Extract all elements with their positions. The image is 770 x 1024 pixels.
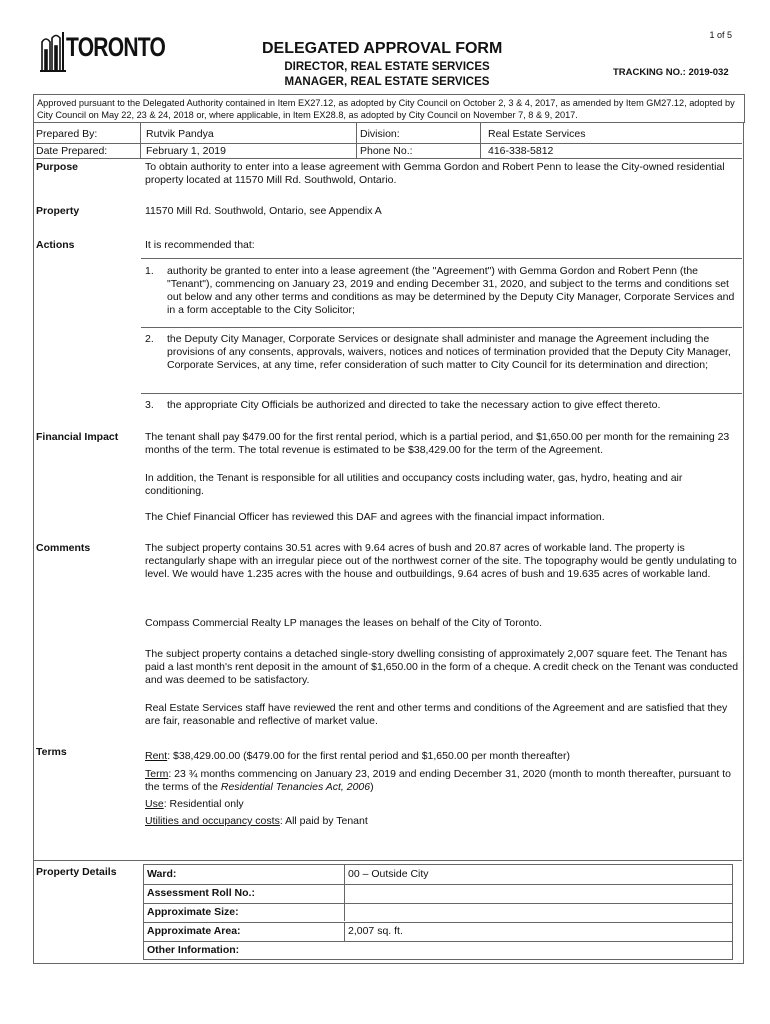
prepared-by-label: Prepared By: xyxy=(36,128,98,140)
action-number: 1. xyxy=(145,265,154,277)
table-row xyxy=(144,884,732,904)
term-term xyxy=(145,768,742,794)
date-label: Date Prepared: xyxy=(36,145,108,157)
comments-text-4: Real Estate Services staff have reviewed the rent and other terms and conditions of the Agreement and are satisfied that they are fair, reasonable and reflective of market value. xyxy=(145,702,728,727)
subtitle-line-2: MANAGER, REAL ESTATE SERVICES xyxy=(284,76,490,88)
phone-value: 416-338-5812 xyxy=(488,145,554,157)
page-number: 1 of 5 xyxy=(709,30,732,40)
table-row xyxy=(144,941,732,960)
utilities-value: : All paid by Tenant xyxy=(279,815,368,827)
use-value: : Residential only xyxy=(163,798,244,810)
terms-label: Terms xyxy=(36,746,67,758)
phone-label: Phone No.: xyxy=(360,145,413,157)
subtitle-line-1: DIRECTOR, REAL ESTATE SERVICES xyxy=(284,61,490,73)
divider xyxy=(141,327,742,328)
table-row xyxy=(144,903,732,923)
area-label: Approximate Area: xyxy=(147,925,241,937)
use-label: Use xyxy=(145,798,164,810)
form-title: DELEGATED APPROVAL FORM xyxy=(262,40,503,57)
roll-label: Assessment Roll No.: xyxy=(147,887,255,899)
property-details-label: Property Details xyxy=(36,866,117,878)
divider xyxy=(480,122,481,159)
table-row xyxy=(144,865,732,885)
rent-value: : $38,429.00.00 ($479.00 for the first rental period and $1,650.00 per month thereafter) xyxy=(167,750,570,762)
action-number: 3. xyxy=(145,399,154,411)
term-act: Residential Tenancies Act, 2006 xyxy=(220,781,371,793)
tracking-number: TRACKING NO.: 2019-032 xyxy=(613,67,729,78)
comments-label: Comments xyxy=(36,542,91,554)
property-details-table xyxy=(143,864,733,960)
size-label: Approximate Size: xyxy=(147,906,239,918)
form-subtitle xyxy=(262,60,512,90)
term-label: Term xyxy=(145,768,169,780)
financial-impact-label: Financial Impact xyxy=(36,431,119,443)
ward-value: 00 – Outside City xyxy=(348,868,429,880)
comments-text-2: Compass Commercial Realty LP manages the leases on behalf of the City of Toronto. xyxy=(145,617,543,629)
purpose-label: Purpose xyxy=(36,161,79,173)
ward-label: Ward: xyxy=(147,868,177,880)
approval-text: Approved pursuant to the Delegated Authority contained in Item EX27.12, as adopted by City Council on October 2, 3 & 4, 2017, as amended by Item GM27.12, adopted by City Council on May 22, 23 & 24, 2018 or, where applicable, in Item EX28.8, as adopted by City Council on November 7, 8 & 9, 2017. xyxy=(37,98,735,120)
term-rent xyxy=(145,750,742,763)
action-text: the Deputy City Manager, Corporate Services or designate shall administer and manage the Agreement including the provisions of any consents, approvals, waivers, notices and notices of termination provided that the Deputy City Manager, Corporate Services, at any time, refer consideration of such matter to City Council for its determination and direction; xyxy=(167,333,731,371)
divider xyxy=(356,122,357,159)
comments-text-3: The subject property contains a detached single-story dwelling consisting of approximately 2,007 square feet. The Tenant has paid a last month's rent deposit in the amount of $1,650.00 in the form of a cheque. A credit check on the Tenant was conducted and was deemed to be satisfactory. xyxy=(145,648,739,686)
action-text: authority be granted to enter into a lease agreement (the "Agreement") with Gemma Gordon and Robert Penn (the "Tenant"), commencing on January 23, 2019 and ending December 31, 2020, and subject to the terms and conditions set out below and any other terms and conditions as may be determined by the Deputy City Manager, Corporate Services and in a form acceptable to the City Solicitor; xyxy=(167,265,735,316)
term-utilities xyxy=(145,815,742,828)
comments-text-1: The subject property contains 30.51 acres with 9.64 acres of bush and 20.87 acres of workable land. The property is rectangularly shape with an irregular piece out of the northwest corner of the site. The topography would be gently undulating to level. We would have 1.235 acres with the house and outbuildings, 9.64 acres of bush and 19.635 acres of workable land. xyxy=(145,542,737,580)
actions-intro: It is recommended that: xyxy=(145,239,255,251)
logo-wordmark: TORONTO xyxy=(66,32,166,62)
other-info-label: Other Information: xyxy=(147,944,240,956)
financial-text-2: In addition, the Tenant is responsible for all utilities and occupancy costs including water, gas, hydro, heating and air conditioning. xyxy=(145,472,683,497)
rent-label: Rent xyxy=(145,750,168,762)
action-number: 2. xyxy=(145,333,154,345)
divider xyxy=(33,860,742,861)
term-value: : 23 ¾ months commencing on January 23, 2019 and ending December 31, 2020 (month to month thereafter, pursuant to the terms of the xyxy=(145,768,732,793)
term-end: ) xyxy=(370,781,374,793)
date-value: February 1, 2019 xyxy=(146,145,226,157)
purpose-text: To obtain authority to enter into a lease agreement with Gemma Gordon and Robert Penn to lease the City-owned residential property located at 11570 Mill Rd. Southwold, Ontario. xyxy=(145,161,725,186)
utilities-label: Utilities and occupancy costs xyxy=(145,815,280,827)
financial-text-1: The tenant shall pay $479.00 for the first rental period, which is a partial period, and $1,650.00 per month for the remaining 23 months of the term. The total revenue is estimated to be $38,429.00 for the term of the Agreement. xyxy=(145,431,730,456)
divider xyxy=(141,258,742,259)
area-value: 2,007 sq. ft. xyxy=(348,925,403,937)
divider xyxy=(141,393,742,394)
division-label: Division: xyxy=(360,128,400,140)
divider xyxy=(140,122,141,159)
division-value: Real Estate Services xyxy=(488,128,586,140)
financial-text-3: The Chief Financial Officer has reviewed this DAF and agrees with the financial impact information. xyxy=(145,511,605,523)
action-text: the appropriate City Officials be authorized and directed to take the necessary action to give effect thereto. xyxy=(167,399,661,411)
property-text: 11570 Mill Rd. Southwold, Ontario, see Appendix A xyxy=(145,205,382,217)
actions-label: Actions xyxy=(36,239,75,251)
prepared-by-value: Rutvik Pandya xyxy=(146,128,214,140)
table-row xyxy=(144,922,732,942)
property-label: Property xyxy=(36,205,80,217)
term-use xyxy=(145,798,742,811)
